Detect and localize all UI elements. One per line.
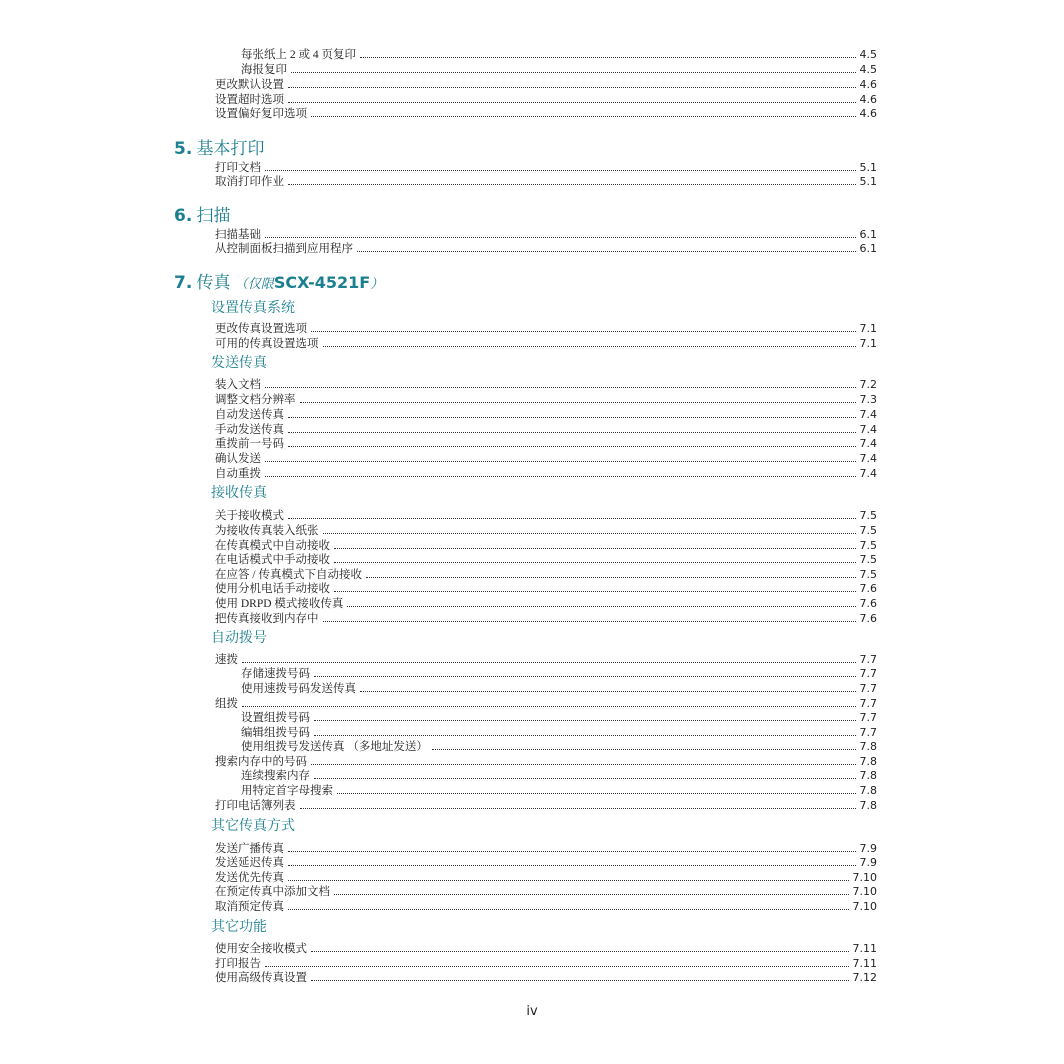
toc-entry-page: 7.4 bbox=[859, 452, 877, 465]
toc-entry-title: 更改传真设置选项 bbox=[215, 323, 307, 335]
chapter-title: 基本打印 bbox=[196, 139, 265, 158]
toc-entry-page: 7.8 bbox=[859, 769, 877, 782]
dot-leader bbox=[311, 322, 856, 332]
toc-entry bbox=[215, 942, 877, 956]
dot-leader bbox=[337, 784, 856, 794]
toc-entry-title: 调整文档分辨率 bbox=[215, 394, 296, 406]
chapter-number: 5. bbox=[174, 139, 193, 159]
toc-entry bbox=[215, 697, 877, 711]
toc-entry-title: 重拨前一号码 bbox=[215, 438, 284, 450]
dot-leader bbox=[366, 568, 856, 578]
toc-entry-title: 使用高级传真设置 bbox=[215, 972, 307, 984]
toc-entry-page: 6.1 bbox=[859, 228, 877, 241]
section-heading: 设置传真系统 bbox=[211, 301, 295, 316]
dot-leader bbox=[334, 553, 856, 563]
dot-leader bbox=[311, 942, 849, 952]
toc-entry bbox=[241, 667, 877, 681]
toc-entry-page: 7.3 bbox=[859, 393, 877, 406]
dot-leader bbox=[291, 63, 856, 73]
toc-entry-page: 7.5 bbox=[859, 539, 877, 552]
chapter-heading bbox=[174, 138, 265, 160]
toc-entry-page: 7.10 bbox=[852, 885, 877, 898]
toc-entry bbox=[215, 524, 877, 538]
toc-entry bbox=[215, 553, 877, 567]
dot-leader bbox=[288, 856, 856, 866]
toc-entry-title: 在预定传真中添加文档 bbox=[215, 886, 330, 898]
toc-entry-title: 使用 DRPD 模式接收传真 bbox=[215, 598, 344, 610]
toc-entry-page: 7.9 bbox=[859, 856, 877, 869]
toc-entry-title: 组拨 bbox=[215, 698, 238, 710]
dot-leader bbox=[311, 107, 856, 117]
dot-leader bbox=[265, 161, 856, 171]
toc-entry-title: 更改默认设置 bbox=[215, 79, 284, 91]
toc-entry-title: 连续搜索内存 bbox=[241, 770, 310, 782]
toc-entry-page: 7.5 bbox=[859, 568, 877, 581]
toc-entry bbox=[215, 582, 877, 596]
toc-entry-page: 7.7 bbox=[859, 697, 877, 710]
toc-entry-title: 编辑组拨号码 bbox=[241, 727, 310, 739]
toc-entry bbox=[241, 63, 877, 77]
toc-entry-page: 7.8 bbox=[859, 755, 877, 768]
dot-leader bbox=[314, 667, 856, 677]
toc-entry bbox=[241, 726, 877, 740]
dot-leader bbox=[323, 612, 856, 622]
toc-entry-title: 取消打印作业 bbox=[215, 176, 284, 188]
dot-leader bbox=[300, 799, 856, 809]
toc-entry bbox=[215, 509, 877, 523]
toc-entry bbox=[215, 467, 877, 481]
toc-entry-title: 发送优先传真 bbox=[215, 872, 284, 884]
dot-leader bbox=[288, 437, 856, 447]
toc-entry-page: 7.5 bbox=[859, 553, 877, 566]
dot-leader bbox=[300, 393, 856, 403]
dot-leader bbox=[242, 653, 856, 663]
toc-entry-title: 存储速拨号码 bbox=[241, 668, 310, 680]
page-number: iv bbox=[526, 1004, 538, 1019]
toc-entry-title: 使用分机电话手动接收 bbox=[215, 583, 330, 595]
toc-entry bbox=[215, 322, 877, 336]
chapter-note-close: ） bbox=[370, 276, 384, 291]
toc-entry-title: 打印电话簿列表 bbox=[215, 800, 296, 812]
toc-entry bbox=[215, 799, 877, 813]
toc-entry-page: 7.4 bbox=[859, 408, 877, 421]
toc-entry bbox=[215, 78, 877, 92]
dot-leader bbox=[334, 582, 856, 592]
toc-entry-page: 4.6 bbox=[859, 78, 877, 91]
dot-leader bbox=[288, 900, 849, 910]
toc-entry bbox=[215, 228, 877, 242]
toc-entry-page: 7.2 bbox=[859, 378, 877, 391]
dot-leader bbox=[265, 957, 849, 967]
toc-entry-page: 7.6 bbox=[859, 612, 877, 625]
toc-entry-title: 关于接收模式 bbox=[215, 510, 284, 522]
toc-entry-title: 发送广播传真 bbox=[215, 843, 284, 855]
dot-leader bbox=[265, 228, 856, 238]
toc-entry-title: 每张纸上 2 或 4 页复印 bbox=[241, 49, 356, 61]
dot-leader bbox=[288, 408, 856, 418]
toc-entry-title: 自动发送传真 bbox=[215, 409, 284, 421]
section-heading: 其它功能 bbox=[211, 920, 267, 935]
chapter-heading bbox=[174, 272, 383, 294]
toc-entry bbox=[215, 971, 877, 985]
dot-leader bbox=[288, 423, 856, 433]
toc-entry bbox=[215, 337, 877, 351]
toc-entry-title: 在传真模式中自动接收 bbox=[215, 540, 330, 552]
section-heading: 自动拨号 bbox=[211, 631, 267, 646]
toc-entry bbox=[215, 408, 877, 422]
toc-entry-page: 7.4 bbox=[859, 467, 877, 480]
dot-leader bbox=[288, 78, 856, 88]
dot-leader bbox=[357, 242, 856, 252]
toc-entry-title: 设置偏好复印选项 bbox=[215, 108, 307, 120]
toc-entry-title: 用特定首字母搜索 bbox=[241, 785, 333, 797]
toc-entry bbox=[215, 393, 877, 407]
section-heading: 接收传真 bbox=[211, 486, 267, 501]
toc-entry-page: 7.7 bbox=[859, 711, 877, 724]
toc-entry-page: 7.8 bbox=[859, 784, 877, 797]
toc-entry-title: 设置组拨号码 bbox=[241, 712, 310, 724]
toc-entry bbox=[215, 871, 877, 885]
chapter-title: 传真 bbox=[196, 273, 231, 292]
dot-leader bbox=[288, 175, 856, 185]
toc-entry bbox=[215, 755, 877, 769]
toc-entry-page: 7.8 bbox=[859, 799, 877, 812]
toc-entry-title: 海报复印 bbox=[241, 64, 287, 76]
toc-entry-page: 7.6 bbox=[859, 597, 877, 610]
dot-leader bbox=[288, 871, 849, 881]
toc-entry-page: 6.1 bbox=[859, 242, 877, 255]
toc-entry-title: 使用速拨号码发送传真 bbox=[241, 683, 356, 695]
dot-leader bbox=[323, 337, 856, 347]
chapter-note: （仅限 bbox=[234, 276, 274, 291]
toc-entry-page: 7.4 bbox=[859, 423, 877, 436]
toc-entry bbox=[215, 107, 877, 121]
toc-entry-page: 4.5 bbox=[859, 63, 877, 76]
toc-entry bbox=[241, 769, 877, 783]
toc-entry bbox=[241, 784, 877, 798]
toc-entry bbox=[215, 856, 877, 870]
toc-entry bbox=[215, 437, 877, 451]
toc-entry-page: 5.1 bbox=[859, 175, 877, 188]
toc-entry-page: 7.1 bbox=[859, 337, 877, 350]
dot-leader bbox=[311, 971, 849, 981]
dot-leader bbox=[432, 740, 856, 750]
toc-entry-title: 速拨 bbox=[215, 654, 238, 666]
dot-leader bbox=[242, 697, 856, 707]
toc-entry-title: 从控制面板扫描到应用程序 bbox=[215, 243, 353, 255]
toc-entry-title: 把传真接收到内存中 bbox=[215, 613, 319, 625]
chapter-number: 6. bbox=[174, 206, 193, 226]
toc-entry-title: 在电话模式中手动接收 bbox=[215, 554, 330, 566]
toc-entry-page: 7.7 bbox=[859, 726, 877, 739]
dot-leader bbox=[334, 885, 849, 895]
toc-entry-page: 7.7 bbox=[859, 667, 877, 680]
toc-entry-title: 在应答 / 传真模式下自动接收 bbox=[215, 569, 362, 581]
toc-entry bbox=[215, 539, 877, 553]
toc-entry bbox=[241, 740, 877, 754]
toc-entry bbox=[215, 378, 877, 392]
toc-entry-page: 5.1 bbox=[859, 161, 877, 174]
toc-entry-page: 7.1 bbox=[859, 322, 877, 335]
toc-entry-title: 使用组拨号发送传真 （多地址发送） bbox=[241, 741, 428, 753]
toc-entry bbox=[215, 597, 877, 611]
toc-entry bbox=[241, 48, 877, 62]
toc-entry-title: 使用安全接收模式 bbox=[215, 943, 307, 955]
toc-entry-page: 7.11 bbox=[852, 957, 877, 970]
toc-entry bbox=[215, 93, 877, 107]
dot-leader bbox=[265, 452, 856, 462]
toc-entry bbox=[215, 957, 877, 971]
toc-entry bbox=[215, 242, 877, 256]
toc-entry-title: 搜索内存中的号码 bbox=[215, 756, 307, 768]
chapter-model: SCX-4521F bbox=[273, 273, 371, 292]
dot-leader bbox=[265, 378, 856, 388]
toc-entry bbox=[215, 885, 877, 899]
chapter-heading bbox=[174, 205, 231, 227]
toc-entry bbox=[215, 175, 877, 189]
dot-leader bbox=[347, 597, 855, 607]
chapter-title: 扫描 bbox=[196, 206, 231, 225]
toc-entry-title: 设置超时选项 bbox=[215, 94, 284, 106]
toc-entry-page: 7.6 bbox=[859, 582, 877, 595]
dot-leader bbox=[360, 682, 856, 692]
chapter-number: 7. bbox=[174, 273, 193, 293]
toc-entry bbox=[241, 711, 877, 725]
dot-leader bbox=[265, 467, 856, 477]
toc-entry-page: 7.8 bbox=[859, 740, 877, 753]
toc-entry bbox=[241, 682, 877, 696]
dot-leader bbox=[314, 769, 856, 779]
toc-entry-title: 发送延迟传真 bbox=[215, 857, 284, 869]
toc-entry-page: 7.9 bbox=[859, 842, 877, 855]
toc-entry-title: 装入文档 bbox=[215, 379, 261, 391]
toc-entry-title: 为接收传真装入纸张 bbox=[215, 525, 319, 537]
toc-entry-page: 7.10 bbox=[852, 900, 877, 913]
toc-entry-page: 7.4 bbox=[859, 437, 877, 450]
toc-entry bbox=[215, 612, 877, 626]
dot-leader bbox=[288, 509, 856, 519]
toc-entry-page: 7.7 bbox=[859, 653, 877, 666]
toc-entry-page: 7.5 bbox=[859, 509, 877, 522]
dot-leader bbox=[314, 726, 856, 736]
toc-entry-page: 7.7 bbox=[859, 682, 877, 695]
toc-entry-title: 自动重拨 bbox=[215, 468, 261, 480]
dot-leader bbox=[314, 711, 856, 721]
section-heading: 其它传真方式 bbox=[211, 819, 295, 834]
toc-entry-page: 7.11 bbox=[852, 942, 877, 955]
toc-entry bbox=[215, 452, 877, 466]
toc-entry-title: 取消预定传真 bbox=[215, 901, 284, 913]
dot-leader bbox=[288, 842, 856, 852]
toc-entry-title: 打印文档 bbox=[215, 162, 261, 174]
toc-entry bbox=[215, 842, 877, 856]
toc-entry-title: 可用的传真设置选项 bbox=[215, 338, 319, 350]
toc-entry-title: 打印报告 bbox=[215, 958, 261, 970]
toc-entry-page: 4.6 bbox=[859, 107, 877, 120]
toc-entry-title: 确认发送 bbox=[215, 453, 261, 465]
section-heading: 发送传真 bbox=[211, 356, 267, 371]
toc-entry bbox=[215, 568, 877, 582]
toc-entry-page: 4.5 bbox=[859, 48, 877, 61]
toc-entry-page: 7.12 bbox=[852, 971, 877, 984]
toc-entry-page: 7.5 bbox=[859, 524, 877, 537]
toc-entry bbox=[215, 653, 877, 667]
dot-leader bbox=[311, 755, 856, 765]
toc-entry-title: 扫描基础 bbox=[215, 229, 261, 241]
dot-leader bbox=[288, 93, 856, 103]
toc-entry-page: 4.6 bbox=[859, 93, 877, 106]
dot-leader bbox=[323, 524, 856, 534]
dot-leader bbox=[360, 48, 856, 58]
toc-entry-title: 手动发送传真 bbox=[215, 424, 284, 436]
toc-entry bbox=[215, 423, 877, 437]
toc-entry-page: 7.10 bbox=[852, 871, 877, 884]
dot-leader bbox=[334, 539, 856, 549]
toc-entry bbox=[215, 900, 877, 914]
toc-entry bbox=[215, 161, 877, 175]
